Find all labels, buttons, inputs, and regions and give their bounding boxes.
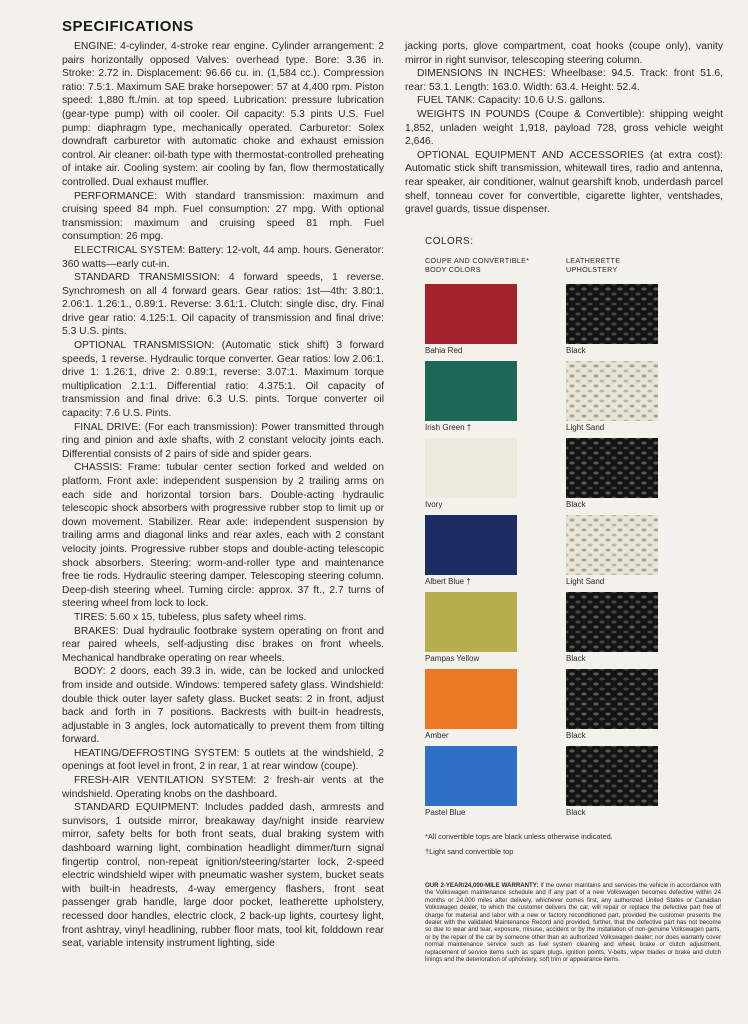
- spec-paragraph: OPTIONAL TRANSMISSION: (Automatic stick shift) 3 forward speeds, 1 reverse. Hydraulic torque converter. Gear ratios: low 2.06:1. drive 1: 1.26:1, drive 2: 0.89:1, reverse: 3.07:1. Maximum torque multiplication 2.1:1. Differential ratio: 4.375:1. Oil capacity of transmission and final drive: 6.3 U.S. pints. Torque converter oil capacity: 7.6 U.S. Pints.: [62, 340, 384, 420]
- spec-paragraph: OPTIONAL EQUIPMENT AND ACCESSORIES (at extra cost): Automatic stick shift transmission, whitewall tires, radio and antenna, rear speaker, air conditioner, walnut gearshift knob, underdash parcel shelf, tonneau cover for convertible, cigarette lighter, ventshades, gravel guards, tissue dispenser.: [405, 149, 723, 216]
- spec-paragraph: PERFORMANCE: With standard transmission: maximum and cruising speed 84 mph. Fuel consumption: 27 mpg. With optional transmission: maximum and cruising speed 81 mph. Fuel consumption: 26 mpg.: [62, 190, 384, 243]
- body-color-label: Bahia Red: [425, 346, 463, 355]
- spec-paragraph: FINAL DRIVE: (For each transmission): Power transmitted through ring and pinion and axle shafts, with 2 constant velocity joints each. Differential consists of 2 pairs of side and spider gears.: [62, 421, 384, 460]
- spec-column-left: [62, 40, 384, 951]
- body-color-swatch: [425, 361, 517, 421]
- spec-paragraph: WEIGHTS IN POUNDS (Coupe & Convertible): shipping weight 1,852, unladen weight 1,918, payload 728, gross vehicle weight 2,646.: [405, 108, 723, 148]
- upholstery-header: [566, 256, 620, 274]
- colors-title: COLORS:: [425, 236, 474, 247]
- body-colors-header-line-1: COUPE AND CONVERTIBLE*: [425, 256, 530, 265]
- warranty-lead: OUR 2-YEAR/24,000-MILE WARRANTY:: [425, 882, 539, 889]
- body-color-swatch: [425, 669, 517, 729]
- upholstery-header-line-2: UPHOLSTERY: [566, 265, 618, 274]
- spec-paragraph: jacking ports, glove compartment, coat hooks (coupe only), vanity mirror in right sunvisor, telescoping steering column.: [405, 41, 723, 66]
- upholstery-swatch: [566, 284, 658, 344]
- upholstery-label: Black: [566, 808, 586, 817]
- warranty-text: If the owner maintains and services the vehicle in accordance with the Volkswagen maintenance schedule and if any part of a new Volkswagen becomes defective within 24 months or 24,000 miles after delivery, whichever comes first, any authorized United States or Canadian Volkswagen dealer, to which the customer delivers the car, will repair or replace the defective part free of charge for material and labor with a new or factory reconditioned part, provided the customer presents the dealer with the validated Maintenance Record and provided, further, that the defective part has not become so due to wear and tear, exposure, misuse, accident or by the installation of non-genuine Volkswagen parts, or by the repair of the car by someone other than an authorized Volkswagen dealer; nor does warranty cover normal maintenance service such as fuel system cleaning and wheel, brake or clutch adjustment, replacement of service items such as spark plugs, ignition points, V-belts, wiper blades or brake and clutch linings and the deterioration of upholstery, soft trim or appearance items.: [425, 882, 721, 964]
- upholstery-label: Black: [566, 346, 586, 355]
- page-title: SPECIFICATIONS: [62, 18, 194, 35]
- body-color-label: Ivory: [425, 500, 443, 509]
- body-color-label: Pastel Blue: [425, 808, 466, 817]
- upholstery-swatch: [566, 438, 658, 498]
- upholstery-label: Black: [566, 500, 586, 509]
- body-color-label: Albert Blue †: [425, 577, 471, 586]
- spec-column-right: [405, 40, 723, 217]
- body-color-swatch: [425, 746, 517, 806]
- spec-paragraph: HEATING/DEFROSTING SYSTEM: 5 outlets at the windshield, 2 openings at foot level in front, 2 in rear, 1 at rear window (coupe).: [62, 747, 384, 773]
- spec-paragraph: DIMENSIONS IN INCHES: Wheelbase: 94.5. Track: front 51.6, rear: 53.1. Length: 163.0. Width: 63.4. Height: 52.4.: [405, 68, 723, 93]
- spec-paragraph: BRAKES: Dual hydraulic footbrake system operating on front and rear paired wheels, self-adjusting disc brakes on front wheels. Mechanical handbrake operating on rear wheels.: [62, 625, 384, 664]
- upholstery-swatch: [566, 361, 658, 421]
- footnote-light-sand: †Light sand convertible top: [425, 847, 514, 856]
- upholstery-swatch: [566, 669, 658, 729]
- upholstery-label: Black: [566, 654, 586, 663]
- body-color-swatch: [425, 515, 517, 575]
- spec-paragraph: CHASSIS: Frame: tubular center section forked and welded on platform. Front axle: independent suspension by 2 trailing arms on each side and horizontal torsion bars. Double-acting hydraulic telescopic shock absorbers with progressive rubber stop to limit up or down movement. Stabilizer. Rear axle: independent suspension by trailing arms and diagonal links and rear axles, each with 2 constant velocity joints. Progressive rubber stops and double-acting telescopic shock absorbers. Steering: worm-and-roller type and maintenance free tie rods. Hydraulic steering damper. Telescoping steering column. Deep-dish steering wheel. Turning circle: approx. 37 ft., 2.7 turns of steering wheel from lock to lock.: [62, 462, 384, 610]
- body-color-swatch: [425, 592, 517, 652]
- body-color-label: Amber: [425, 731, 449, 740]
- body-colors-header-line-2: BODY COLORS: [425, 265, 481, 274]
- warranty-notice: [425, 882, 721, 963]
- spec-paragraph: ENGINE: 4-cylinder, 4-stroke rear engine. Cylinder arrangement: 2 pairs horizontally opposed Valves: overhead type. Bore: 3.36 in. Stroke: 2.72 in. Displacement: 96.66 cu. in. (1,584 cc.). Compression ratio: 7.5:1. Maximum SAE brake horsepower: 57 at 4,400 rpm. Piston speed: 1,880 ft./min. at top speed. Lubrication: pressure lubrication (gear-type pump) with oil cooler. Oil capacity: 5.3 pints U.S. Fuel pump: diaphragm type, mechanically operated. Carburetor: Solex downdraft carburetor with automatic choke and exhaust emission control. Air cleaner: oil-bath type with thermostat-controlled preheating of intake air. Cooling system: air cooling by fan, flow thermostatically controlled. Dual exhaust muffler.: [62, 41, 384, 188]
- spec-paragraph: FUEL TANK: Capacity: 10.6 U.S. gallons.: [417, 95, 606, 107]
- spec-paragraph: STANDARD EQUIPMENT: Includes padded dash, armrests and sunvisors, 1 outside mirror, breakaway day/night inside rearview mirror, safety belts for both front seats, dual braking system with dashboard warning light, combination headlight dimmer/turn signal fingertip control, non-repeat ignition/steering/starter lock, 2-speed electric windshield wiper with pneumatic washer system, bucket seats with built-in headrests, 4-way emergency flashers, front seat passenger grab handle, large door pocket, leatherette upholstery, recessed door handles, electric clock, 2 back-up lights, courtesy light, front ashtray, vinyl headlining, rubber floor mats, tool kit, folddown rear seat, variable intensity instrument lighting, side: [62, 802, 384, 950]
- body-colors-header: [425, 256, 529, 274]
- body-color-label: Irish Green †: [425, 423, 472, 432]
- spec-paragraph: TIRES: 5.60 x 15, tubeless, plus safety wheel rims.: [74, 611, 307, 623]
- spec-paragraph: FRESH-AIR VENTILATION SYSTEM: 2 fresh-air vents at the windshield. Operating knobs on the dashboard.: [62, 775, 384, 800]
- body-color-label: Pampas Yellow: [425, 654, 480, 663]
- upholstery-label: Light Sand: [566, 577, 605, 586]
- body-color-swatch: [425, 284, 517, 344]
- spec-paragraph: STANDARD TRANSMISSION: 4 forward speeds, 1 reverse. Synchromesh on all 4 forward gears. Gear ratios: 1st—4th: 3.80:1. 2.06:1. 1.26:1., 0.89:1. Reverse: 3.61:1. Clutch: single disc, dry. Final drive gear ratio: 4.125:1. Oil capacity of transmission and final drive: 5.3 U.S. pints.: [62, 272, 384, 338]
- body-color-swatch: [425, 438, 517, 498]
- upholstery-header-line-1: LEATHERETTE: [566, 256, 621, 265]
- footnote-convertible-tops: *All convertible tops are black unless otherwise indicated.: [425, 832, 613, 841]
- upholstery-label: Black: [566, 731, 586, 740]
- upholstery-swatch: [566, 515, 658, 575]
- upholstery-swatch: [566, 746, 658, 806]
- upholstery-swatch: [566, 592, 658, 652]
- spec-paragraph: ELECTRICAL SYSTEM: Battery: 12-volt, 44 amp. hours. Generator: 360 watts—early cut-in.: [62, 244, 384, 270]
- upholstery-label: Light Sand: [566, 423, 605, 432]
- spec-paragraph: BODY: 2 doors, each 39.3 in. wide, can be locked and unlocked from inside and outside. Windows: tempered safety glass. Windshield: double thick outer layer safety glass. Bucket seats: 2 in front, adjust back and forth in 7 positions. Backrests with built-in headrests, adjustable in 3 angles, lock automatically to prevent them from tilting forward.: [62, 666, 384, 746]
